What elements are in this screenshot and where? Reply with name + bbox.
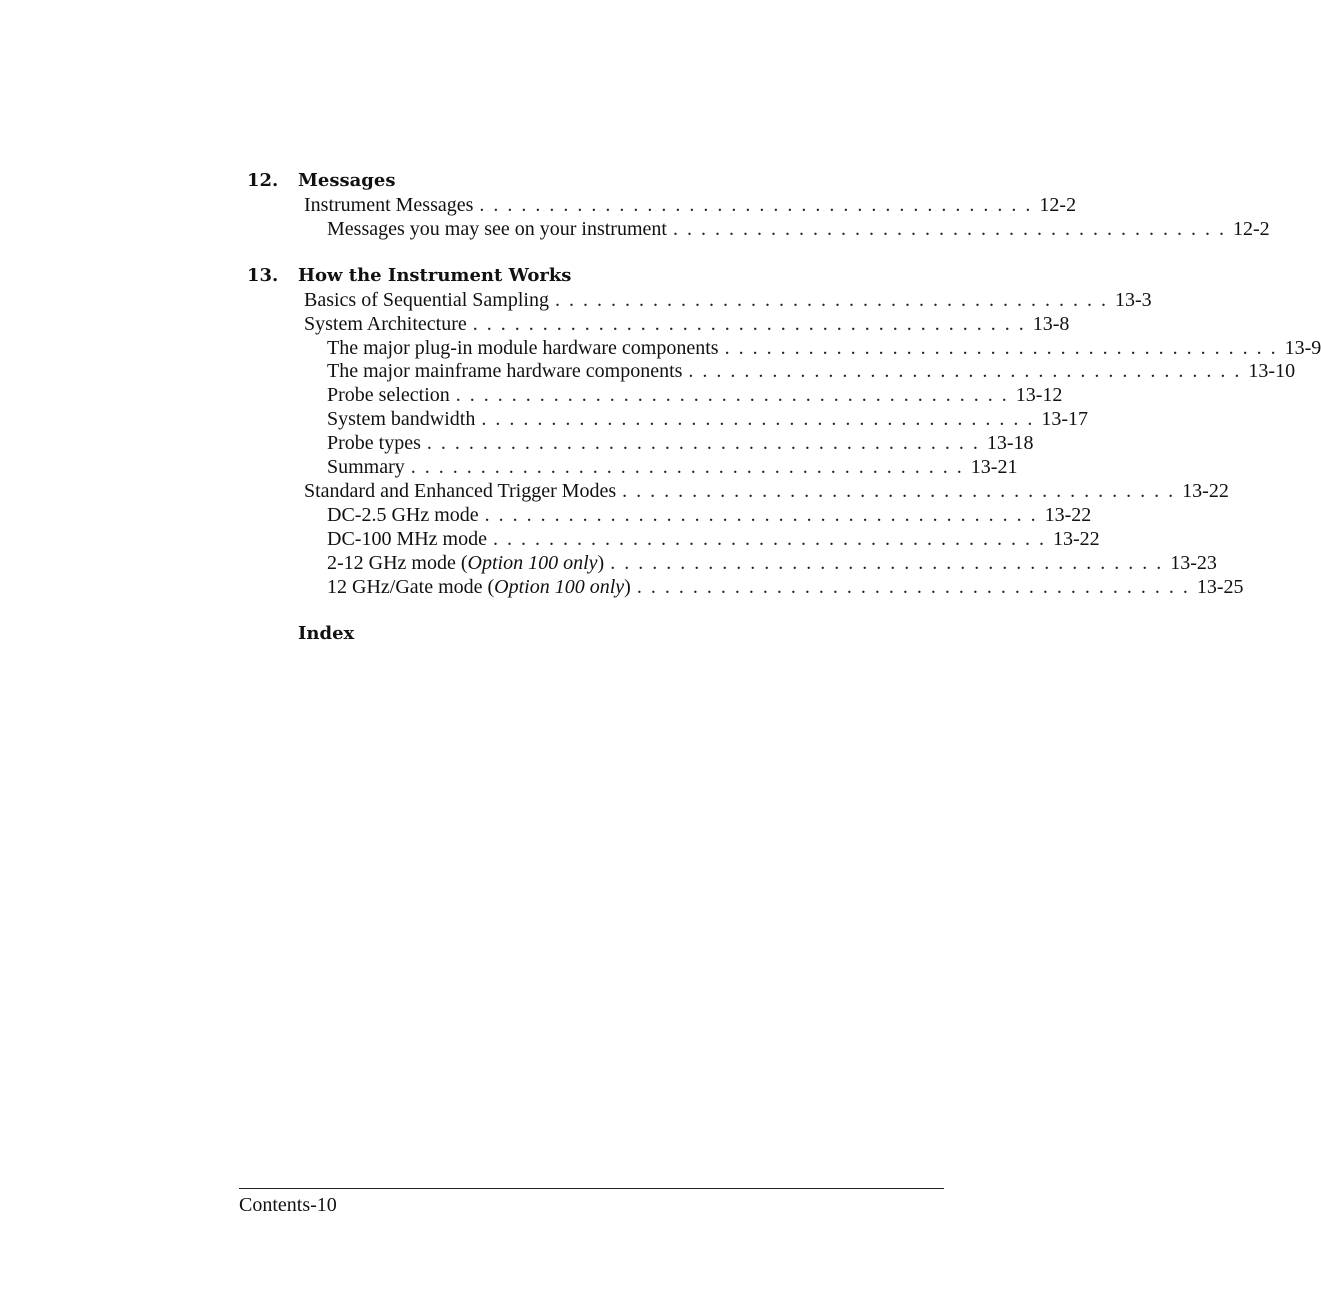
chapter-number: 12. — [247, 170, 279, 191]
toc-entry-page: 13-12 — [1015, 384, 1063, 406]
toc-entry-page: 13-8 — [1032, 313, 1070, 335]
dot-leader: ........................................ — [479, 194, 1040, 216]
toc-entry-page: 13-10 — [1248, 360, 1296, 382]
chapter-title: Index — [298, 623, 355, 644]
footer-page-label: Contents-10 — [239, 1194, 337, 1216]
toc-entry[interactable] — [304, 312, 1070, 336]
toc-entry-page: 13-22 — [1182, 480, 1229, 502]
toc-entry-page: 13-23 — [1170, 552, 1217, 574]
toc-entry-page: 13-22 — [1052, 528, 1100, 550]
toc-entry-page: 12-2 — [1039, 194, 1077, 216]
toc-entry-label: Standard and Enhanced Trigger Modes — [304, 480, 617, 502]
dot-leader: ........................................ — [410, 456, 971, 478]
toc-entry[interactable] — [304, 479, 1229, 503]
toc-entry-page: 13-21 — [970, 456, 1018, 478]
toc-entry-label: Basics of Sequential Sampling — [304, 289, 549, 311]
toc-entry-label: DC-100 MHz mode — [327, 528, 487, 550]
chapter-title: Messages — [298, 170, 396, 191]
toc-entry-label: Probe types — [327, 432, 421, 454]
dot-leader: ........................................ — [724, 337, 1285, 359]
toc-entry-label: The major plug-in module hardware components — [327, 337, 719, 359]
dot-leader: ........................................ — [622, 480, 1183, 502]
toc-entry[interactable] — [304, 193, 1077, 217]
toc-entry[interactable] — [327, 383, 1063, 407]
toc-entry-page: 13-17 — [1041, 408, 1089, 430]
dot-leader: ........................................ — [426, 432, 987, 454]
toc-entry-label: The major mainframe hardware components — [327, 360, 683, 382]
toc-entry-label: System Architecture — [304, 313, 467, 335]
toc-entry[interactable] — [327, 431, 1034, 455]
dot-leader: ........................................ — [610, 552, 1171, 574]
toc-entry[interactable] — [327, 217, 1270, 241]
toc-entry-label: Probe selection — [327, 384, 450, 406]
toc-entry[interactable] — [304, 288, 1152, 312]
toc-entry[interactable] — [327, 503, 1092, 527]
toc-entry[interactable] — [327, 527, 1100, 551]
toc-entry-page: 13-18 — [986, 432, 1034, 454]
italic-note: Option 100 only — [494, 576, 625, 598]
toc-entry-page: 13-3 — [1114, 289, 1152, 311]
dot-leader: ........................................ — [636, 576, 1197, 598]
toc-entry[interactable] — [327, 407, 1089, 431]
dot-leader: ........................................ — [481, 408, 1042, 430]
italic-note: Option 100 only — [467, 552, 598, 574]
footer-rule — [239, 1188, 944, 1189]
toc-entry-label: 2-12 GHz mode (Option 100 only) — [327, 552, 605, 574]
toc-entry[interactable] — [327, 359, 1296, 383]
dot-leader: ........................................ — [492, 528, 1053, 550]
toc-entry-label: Messages you may see on your instrument — [327, 218, 667, 240]
toc-entry[interactable] — [327, 551, 1217, 575]
chapter-number: 13. — [247, 265, 279, 286]
toc-entry-label: System bandwidth — [327, 408, 476, 430]
toc-entry-label: DC-2.5 GHz mode — [327, 504, 479, 526]
toc-entry-label: Summary — [327, 456, 405, 478]
chapter-title: How the Instrument Works — [298, 265, 572, 286]
toc-entry-page: 13-9 — [1284, 337, 1321, 359]
toc-entry-label: 12 GHz/Gate mode (Option 100 only) — [327, 576, 631, 598]
dot-leader: ........................................ — [472, 313, 1033, 335]
toc-entry[interactable] — [327, 455, 1018, 479]
dot-leader: ........................................ — [672, 218, 1233, 240]
toc-entry-label: Instrument Messages — [304, 194, 474, 216]
toc-entry-page: 12-2 — [1232, 218, 1270, 240]
toc-entry[interactable] — [327, 336, 1321, 360]
toc-entry-page: 13-25 — [1196, 576, 1244, 598]
dot-leader: ........................................ — [455, 384, 1016, 406]
dot-leader: ........................................ — [688, 360, 1249, 382]
dot-leader: ........................................ — [554, 289, 1115, 311]
toc-entry-page: 13-22 — [1044, 504, 1092, 526]
dot-leader: ........................................ — [484, 504, 1045, 526]
toc-entry[interactable] — [327, 575, 1244, 599]
